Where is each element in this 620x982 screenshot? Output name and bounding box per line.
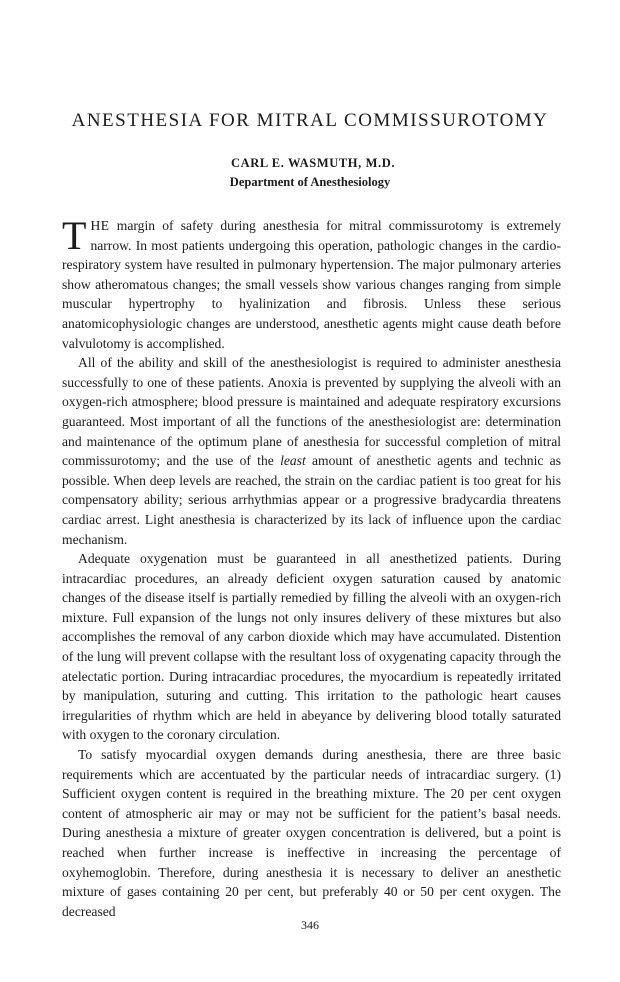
author-department: Department of Anesthesiology bbox=[229, 175, 391, 189]
article-body bbox=[62, 213, 561, 921]
paragraph-2-text-b: amount of anesthetic agents and technic as possible. When deep levels are reached, the strain on the cardiac patient is too great for his compensatory ability; serious arrhythmias appear or a progressive bradycardia threatens cardiac arrest. Light anesthesia is characterized by its lack of influence upon the cardiac mechanism. bbox=[62, 453, 561, 547]
author-name: CARL E. WASMUTH, M.D. bbox=[230, 156, 396, 170]
paragraph-1 bbox=[62, 213, 561, 353]
paragraph-1-text: margin of safety during anesthesia for mitral commissurotomy is extremely narrow. In most patients undergoing this operation, pathologic changes in the cardio-respiratory system have resulted in pulmonary hypertension. The major pulmonary arteries show atheromatous changes; the small vessels show various changes ranging from simple muscular hypertrophy to hyalinization and fibrosis. Unless these serious anatomicophysiologic changes are understood, anesthetic agents might cause death before valvulotomy is accomplished. bbox=[62, 218, 561, 351]
page-number: 346 bbox=[301, 918, 319, 932]
drop-cap: T bbox=[62, 213, 87, 258]
paragraph-4: To satisfy myocardial oxygen demands during anesthesia, there are three basic requirements which are accentuated by the particular needs of intracardiac surgery. (1) Sufficient oxygen content is required in the breathing mixture. The 20 per cent oxygen content of atmospheric air may or may not be sufficient for the patient’s basal needs. During anesthesia a mixture of greater oxygen concentration is delivered, but a point is reached when further increase is ineffective in increasing the percentage of oxyhemoglobin. Therefore, during anesthesia it is necessary to deliver an anesthetic mixture of gases containing 20 per cent, but preferably 40 or 50 per cent oxygen. The decreased bbox=[62, 747, 561, 919]
paragraph-2 bbox=[62, 353, 561, 549]
article-title: ANESTHESIA FOR MITRAL COMMISSUROTOMY bbox=[71, 110, 549, 131]
paragraph-3: Adequate oxygenation must be guaranteed in all anesthetized patients. During intracardiac procedures, an already deficient oxygen saturation caused by anatomic changes of the disease itself is partially remedied by filling the alveoli with an oxygen-rich mixture. Full expansion of the lungs not only insures delivery of these mixtures but also accomplishes the removal of any carbon dioxide which may have accumulated. Distention of the lung will prevent collapse with the resultant loss of oxygenating capacity through the atelectatic portion. During intracardiac procedures, the myocardium is repeatedly irritated by manipulation, suturing and cutting. This irritation to the pathologic heart causes irregularities of rhythm which are held in abeyance by delivering blood totally saturated with oxygen to the coronary circulation. bbox=[62, 551, 561, 743]
byline bbox=[0, 154, 620, 192]
emphasis-least: least bbox=[280, 453, 306, 469]
paragraph-2-text-a: All of the ability and skill of the anesthesiologist is required to administer anesthesia successfully to one of these patients. Anoxia is prevented by supplying the alveoli with an oxygen-rich atmosphere; blood pressure is maintained and adequate respiratory excursions guaranteed. Most important of all the functions of the anesthesiologist are: determination and maintenance of the optimum plane of anesthesia for successful completion of mitral commissurotomy; and the use of the bbox=[62, 355, 561, 469]
lead-in-caps: HE bbox=[90, 218, 110, 233]
